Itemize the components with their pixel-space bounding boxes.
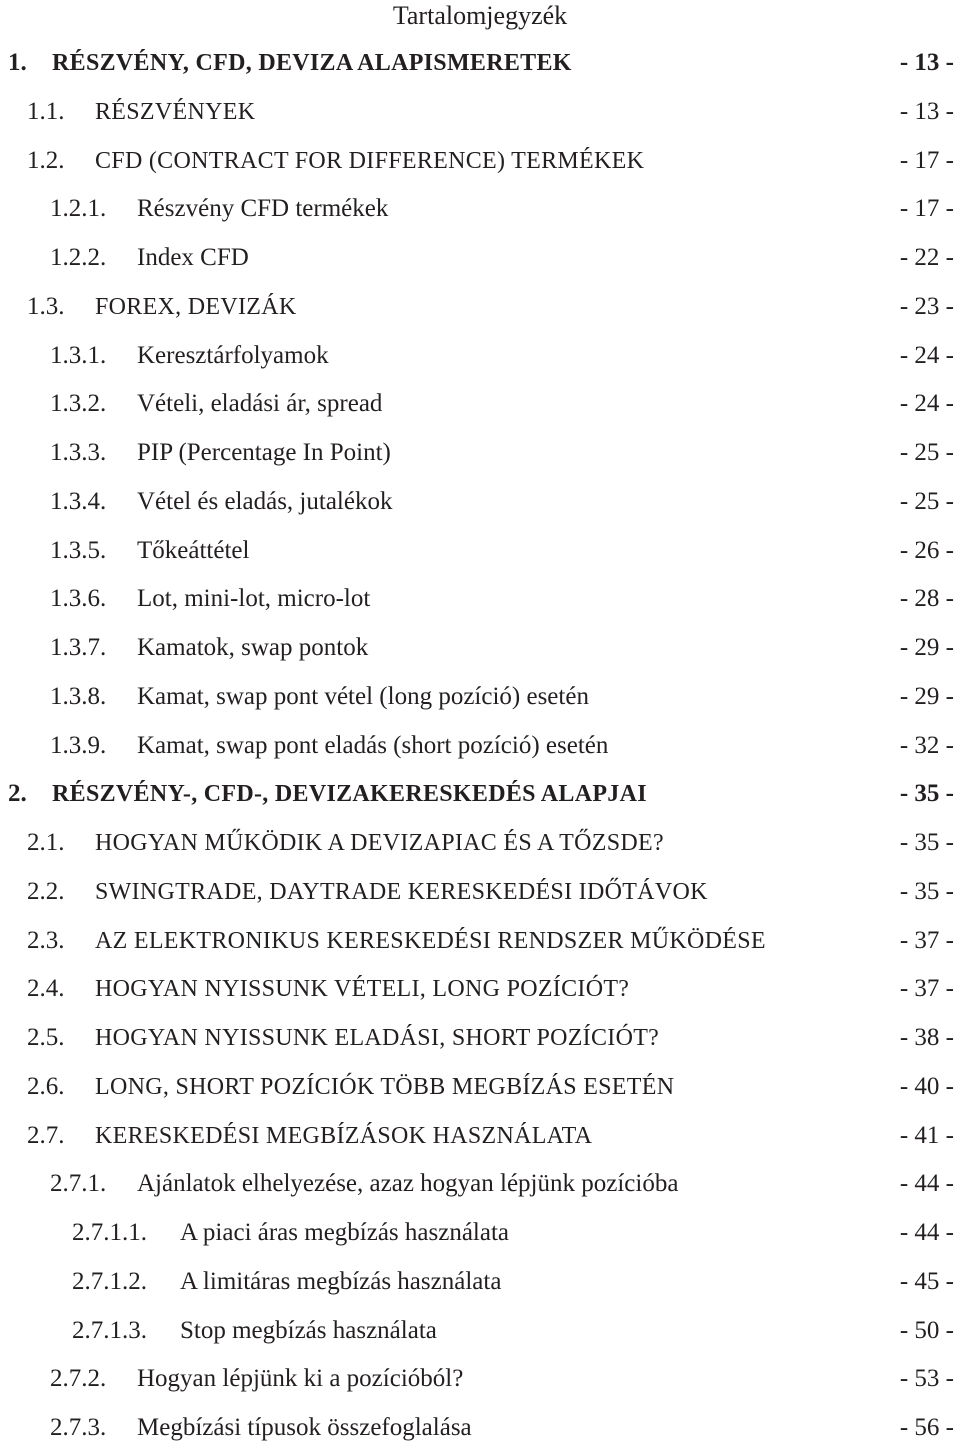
toc-entry	[0, 776, 960, 812]
toc-entry-title: Hogyan lépjünk ki a pozícióból?	[137, 1365, 464, 1393]
toc-entry-number: 2.	[8, 780, 27, 808]
toc-entry-number: 2.3.	[27, 926, 65, 954]
toc-entry-page-number: - 35 -	[899, 829, 954, 856]
toc-entry-number: 1.3.2.	[50, 390, 107, 418]
toc-entry	[0, 728, 960, 764]
toc-entry-title: HOGYAN NYISSUNK VÉTELI, LONG POZÍCIÓT?	[95, 976, 630, 1003]
toc-entry-page-number: - 50 -	[899, 1316, 954, 1344]
toc-entry-number: 2.6.	[27, 1072, 65, 1100]
toc-entry	[0, 338, 960, 374]
toc-entry-number: 2.7.1.1.	[72, 1219, 147, 1246]
toc-entry-page-number: - 44 -	[899, 1170, 954, 1198]
toc-entry-title: Keresztárfolyamok	[137, 341, 329, 369]
toc-entry-page-number: - 24 -	[899, 390, 954, 418]
toc-entry-title: Kamat, swap pont eladás (short pozíció) esetén	[137, 731, 609, 759]
toc-entry	[0, 825, 960, 861]
toc-entry	[0, 191, 960, 227]
toc-entry-number: 1.3.8.	[50, 682, 107, 710]
toc-entry	[0, 289, 960, 325]
toc-entry-title: Ajánlatok elhelyezése, azaz hogyan lépjünk pozícióba	[137, 1170, 679, 1198]
toc-entry-title: KERESKEDÉSI MEGBÍZÁSOK HASZNÁLATA	[95, 1122, 593, 1149]
toc-entry-title: Vétel és eladás, jutalékok	[137, 487, 393, 515]
toc-entry-number: 1.3.5.	[50, 536, 107, 564]
toc-entry-number: 2.7.1.2.	[72, 1267, 147, 1295]
toc-entry-page-number: - 29 -	[899, 634, 954, 661]
toc-entry-title: Vételi, eladási ár, spread	[137, 390, 383, 418]
toc-entry-title: FOREX, DEVIZÁK	[95, 293, 297, 320]
toc-entry	[0, 94, 960, 130]
toc-entry-page-number: - 53 -	[899, 1365, 954, 1393]
toc-entry-title: Index CFD	[137, 244, 249, 271]
toc-entry-page-number: - 44 -	[899, 1219, 954, 1246]
toc-entry-page-number: - 24 -	[899, 341, 954, 369]
toc-entry	[0, 581, 960, 617]
toc-entry-title: A piaci áras megbízás használata	[180, 1219, 510, 1246]
toc-entry-title: SWINGTRADE, DAYTRADE KERESKEDÉSI IDŐTÁVOK	[95, 878, 708, 905]
toc-entry-number: 1.2.1.	[50, 195, 107, 223]
toc-entry-title: PIP (Percentage In Point)	[137, 439, 391, 466]
toc-entry	[0, 630, 960, 666]
toc-entry-number: 1.3.3.	[50, 439, 107, 466]
toc-entry-number: 2.7.2.	[50, 1365, 107, 1393]
toc-entry-number: 2.2.	[27, 877, 65, 905]
toc-entry	[0, 435, 960, 471]
toc-entry	[0, 971, 960, 1007]
toc-entry	[0, 874, 960, 910]
toc-entry-number: 1.2.2.	[50, 244, 107, 271]
toc-entry-title: HOGYAN MŰKÖDIK A DEVIZAPIAC ÉS A TŐZSDE?	[95, 830, 664, 856]
toc-entry	[0, 1020, 960, 1056]
toc-entry	[0, 1410, 960, 1446]
toc-entry-page-number: - 25 -	[899, 487, 954, 515]
toc-entry	[0, 533, 960, 569]
toc-entry-number: 2.7.1.	[50, 1170, 107, 1198]
toc-entry-title: LONG, SHORT POZÍCIÓK TÖBB MEGBÍZÁS ESETÉN	[95, 1073, 675, 1100]
toc-entry-page-number: - 23 -	[899, 292, 954, 320]
toc-entry-page-number: - 28 -	[899, 585, 954, 613]
toc-entry-title: Kamat, swap pont vétel (long pozíció) esetén	[137, 682, 589, 710]
toc-entry	[0, 1313, 960, 1349]
toc-entry-page-number: - 13 -	[899, 97, 954, 125]
toc-entry-number: 1.3.	[27, 292, 65, 320]
toc-entry-number: 1.3.6.	[50, 585, 107, 613]
toc-entry-number: 1.1.	[27, 97, 65, 125]
toc-entry	[0, 923, 960, 959]
toc-entry-title: RÉSZVÉNY, CFD, DEVIZA ALAPISMERETEK	[52, 50, 572, 76]
toc-entry-number: 2.7.	[27, 1121, 65, 1149]
toc-entry-title: CFD (CONTRACT FOR DIFFERENCE) TERMÉKEK	[95, 147, 645, 174]
toc-entry-number: 1.3.1.	[50, 341, 107, 369]
toc-entry-title: HOGYAN NYISSUNK ELADÁSI, SHORT POZÍCIÓT?	[95, 1025, 660, 1051]
toc-entry	[0, 1215, 960, 1251]
toc-entry-number: 2.7.3.	[50, 1414, 107, 1441]
toc-entry	[0, 45, 960, 81]
toc-entry-title: Részvény CFD termékek	[137, 195, 389, 223]
toc-entry-title: AZ ELEKTRONIKUS KERESKEDÉSI RENDSZER MŰKÖDÉSE	[95, 927, 766, 954]
toc-entry-number: 1.3.4.	[50, 487, 107, 515]
toc-entry-page-number: - 22 -	[899, 244, 954, 271]
toc-entry-number: 1.	[8, 49, 27, 76]
toc-entry-page-number: - 13 -	[899, 49, 954, 76]
toc-entry-page-number: - 26 -	[899, 536, 954, 564]
toc-entry-page-number: - 32 -	[899, 731, 954, 759]
toc-entry-title: RÉSZVÉNY-, CFD-, DEVIZAKERESKEDÉS ALAPJAI	[52, 781, 647, 808]
toc-entry	[0, 143, 960, 179]
toc-entry-number: 1.3.7.	[50, 634, 107, 661]
toc-entry-page-number: - 56 -	[899, 1414, 954, 1441]
toc-entry-page-number: - 17 -	[899, 195, 954, 223]
toc-entry-page-number: - 35 -	[899, 780, 954, 808]
toc-entry-number: 2.1.	[27, 829, 65, 856]
toc-entry-title: Tőkeáttétel	[137, 536, 250, 564]
toc-entry	[0, 484, 960, 520]
toc-entry-number: 1.3.9.	[50, 731, 107, 759]
toc-entry-title: RÉSZVÉNYEK	[95, 98, 256, 125]
toc-entry-page-number: - 40 -	[899, 1072, 954, 1100]
toc-entry	[0, 1361, 960, 1397]
toc-entry	[0, 240, 960, 276]
toc-entry	[0, 1069, 960, 1105]
toc-entry-page-number: - 29 -	[899, 682, 954, 710]
toc-entry-page-number: - 17 -	[899, 146, 954, 174]
toc-entry-page-number: - 35 -	[899, 877, 954, 905]
toc-entry	[0, 1264, 960, 1300]
toc-entry-page-number: - 37 -	[899, 926, 954, 954]
toc-entry-page-number: - 41 -	[899, 1121, 954, 1149]
toc-entry-title: Stop megbízás használata	[180, 1316, 437, 1344]
toc-entry-number: 2.5.	[27, 1024, 65, 1051]
toc-entry-title: Megbízási típusok összefoglalása	[137, 1414, 472, 1441]
toc-entry	[0, 386, 960, 422]
toc-entry-page-number: - 45 -	[899, 1267, 954, 1295]
toc-entry-title: Kamatok, swap pontok	[137, 634, 369, 661]
toc-entry	[0, 1118, 960, 1154]
toc-entry-number: 2.7.1.3.	[72, 1316, 147, 1344]
toc-entry	[0, 1166, 960, 1202]
toc-title: Tartalomjegyzék	[392, 1, 568, 30]
toc-entry-page-number: - 37 -	[899, 975, 954, 1003]
toc-entry	[0, 679, 960, 715]
toc-entry-title: Lot, mini-lot, micro-lot	[137, 585, 371, 613]
toc-entry-title: A limitáras megbízás használata	[180, 1267, 502, 1295]
toc-entry-page-number: - 25 -	[899, 439, 954, 466]
toc-entry-number: 2.4.	[27, 975, 65, 1003]
toc-entry-page-number: - 38 -	[899, 1024, 954, 1051]
toc-entry-number: 1.2.	[27, 146, 65, 174]
